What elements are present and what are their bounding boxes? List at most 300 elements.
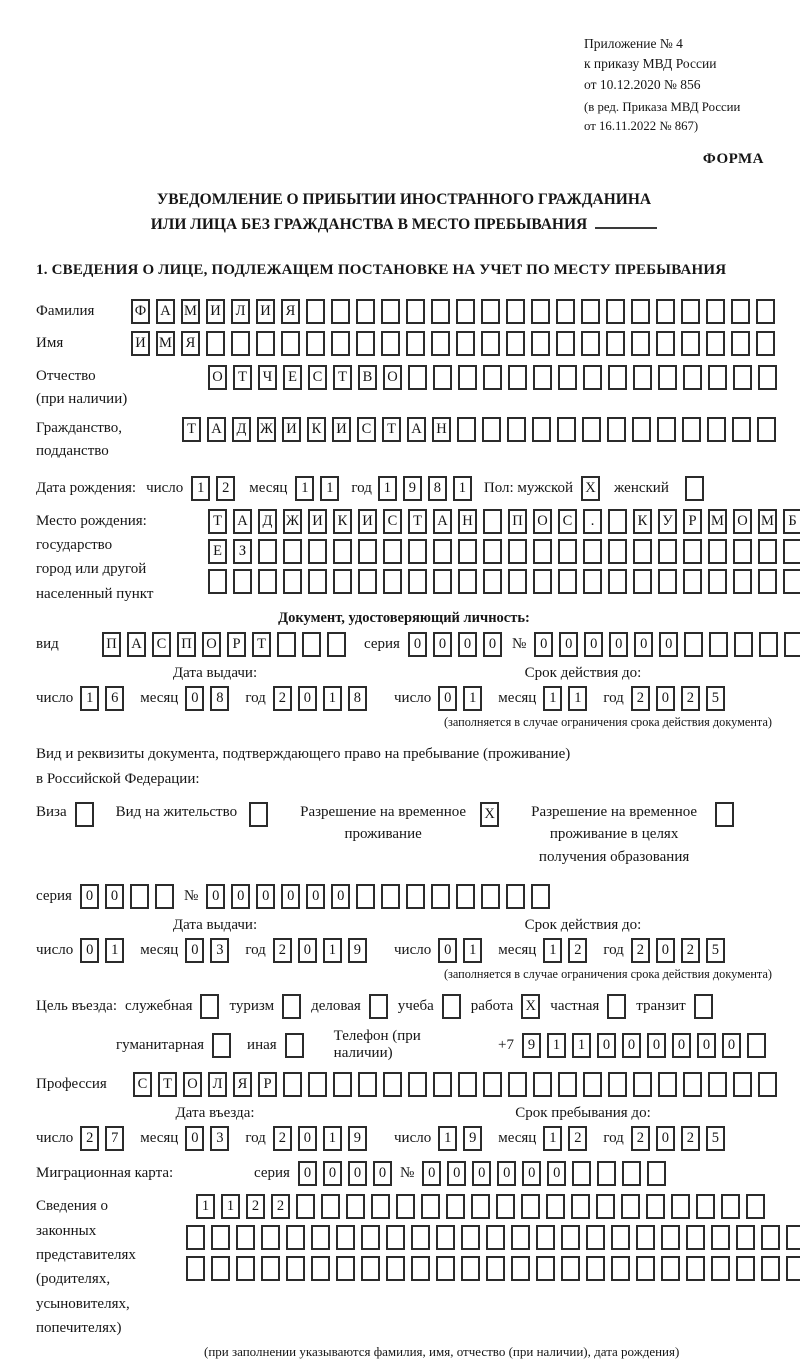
char-cell[interactable] <box>483 569 502 594</box>
char-cell[interactable] <box>483 539 502 564</box>
char-cell[interactable] <box>733 539 752 564</box>
char-cell[interactable] <box>757 417 776 442</box>
char-cell[interactable] <box>556 331 575 356</box>
char-cell[interactable] <box>446 1194 465 1219</box>
char-cell[interactable]: Ж <box>283 509 302 534</box>
char-cell[interactable] <box>683 365 702 390</box>
char-cell[interactable] <box>583 569 602 594</box>
char-cell[interactable] <box>631 299 650 324</box>
char-cell[interactable]: 1 <box>572 1033 591 1058</box>
char-cell[interactable]: Т <box>333 365 352 390</box>
char-cell[interactable]: 0 <box>647 1033 666 1058</box>
char-cell[interactable] <box>508 569 527 594</box>
char-cell[interactable] <box>411 1225 430 1250</box>
char-cell[interactable] <box>582 417 601 442</box>
char-cell[interactable] <box>736 1256 755 1281</box>
char-cell[interactable] <box>356 884 375 909</box>
char-cell[interactable] <box>483 1072 502 1097</box>
char-cell[interactable]: П <box>508 509 527 534</box>
char-cell[interactable] <box>732 417 751 442</box>
char-cell[interactable]: 1 <box>463 686 482 711</box>
char-cell[interactable]: 9 <box>522 1033 541 1058</box>
char-cell[interactable] <box>421 1194 440 1219</box>
char-cell[interactable] <box>406 299 425 324</box>
char-cell[interactable] <box>200 994 219 1019</box>
char-cell[interactable]: 0 <box>408 632 427 657</box>
char-cell[interactable]: М <box>156 331 175 356</box>
char-cell[interactable] <box>633 539 652 564</box>
char-cell[interactable]: 9 <box>463 1126 482 1151</box>
char-cell[interactable]: С <box>357 417 376 442</box>
char-cell[interactable]: 0 <box>672 1033 691 1058</box>
char-cell[interactable] <box>431 331 450 356</box>
char-cell[interactable]: 0 <box>483 632 502 657</box>
char-cell[interactable]: 2 <box>216 476 235 501</box>
char-cell[interactable]: 1 <box>568 686 587 711</box>
char-cell[interactable]: . <box>583 509 602 534</box>
char-cell[interactable]: 8 <box>210 686 229 711</box>
char-cell[interactable] <box>558 1072 577 1097</box>
char-cell[interactable] <box>558 569 577 594</box>
char-cell[interactable]: 0 <box>472 1161 491 1186</box>
char-cell[interactable] <box>511 1225 530 1250</box>
char-cell[interactable] <box>636 1225 655 1250</box>
char-cell[interactable] <box>706 331 725 356</box>
char-cell[interactable] <box>532 417 551 442</box>
char-cell[interactable] <box>436 1256 455 1281</box>
char-cell[interactable] <box>283 539 302 564</box>
char-cell[interactable] <box>483 509 502 534</box>
char-cell[interactable] <box>683 539 702 564</box>
char-cell[interactable]: 0 <box>447 1161 466 1186</box>
char-cell[interactable] <box>481 884 500 909</box>
char-cell[interactable]: 5 <box>706 938 725 963</box>
char-cell[interactable] <box>511 1256 530 1281</box>
char-cell[interactable]: Р <box>258 1072 277 1097</box>
char-cell[interactable] <box>633 1072 652 1097</box>
char-cell[interactable] <box>731 331 750 356</box>
char-cell[interactable]: 2 <box>273 938 292 963</box>
char-cell[interactable] <box>657 417 676 442</box>
char-cell[interactable]: 1 <box>453 476 472 501</box>
char-cell[interactable]: Т <box>252 632 271 657</box>
char-cell[interactable] <box>408 539 427 564</box>
char-cell[interactable] <box>656 331 675 356</box>
char-cell[interactable]: О <box>183 1072 202 1097</box>
char-cell[interactable]: М <box>181 299 200 324</box>
char-cell[interactable] <box>486 1256 505 1281</box>
char-cell[interactable]: 9 <box>403 476 422 501</box>
char-cell[interactable]: 2 <box>568 1126 587 1151</box>
char-cell[interactable]: О <box>733 509 752 534</box>
char-cell[interactable] <box>331 299 350 324</box>
char-cell[interactable]: О <box>383 365 402 390</box>
char-cell[interactable] <box>482 417 501 442</box>
char-cell[interactable]: Т <box>208 509 227 534</box>
char-cell[interactable]: И <box>358 509 377 534</box>
char-cell[interactable]: Ж <box>257 417 276 442</box>
char-cell[interactable]: Я <box>281 299 300 324</box>
char-cell[interactable]: З <box>233 539 252 564</box>
char-cell[interactable] <box>461 1225 480 1250</box>
char-cell[interactable] <box>611 1256 630 1281</box>
char-cell[interactable] <box>756 299 775 324</box>
char-cell[interactable]: 1 <box>438 1126 457 1151</box>
char-cell[interactable]: О <box>533 509 552 534</box>
char-cell[interactable]: В <box>358 365 377 390</box>
char-cell[interactable] <box>786 1256 800 1281</box>
char-cell[interactable]: 1 <box>196 1194 215 1219</box>
char-cell[interactable]: У <box>658 509 677 534</box>
char-cell[interactable]: 2 <box>631 1126 650 1151</box>
char-cell[interactable] <box>408 1072 427 1097</box>
char-cell[interactable]: 0 <box>306 884 325 909</box>
char-cell[interactable]: М <box>708 509 727 534</box>
char-cell[interactable]: 1 <box>105 938 124 963</box>
char-cell[interactable] <box>561 1225 580 1250</box>
char-cell[interactable] <box>758 1072 777 1097</box>
char-cell[interactable]: 0 <box>584 632 603 657</box>
char-cell[interactable]: О <box>202 632 221 657</box>
char-cell[interactable] <box>283 1072 302 1097</box>
char-cell[interactable]: 6 <box>105 686 124 711</box>
char-cell[interactable] <box>311 1256 330 1281</box>
char-cell[interactable] <box>431 299 450 324</box>
char-cell[interactable]: 1 <box>547 1033 566 1058</box>
char-cell[interactable] <box>711 1256 730 1281</box>
char-cell[interactable]: И <box>131 331 150 356</box>
char-cell[interactable] <box>556 299 575 324</box>
char-cell[interactable] <box>572 1161 591 1186</box>
char-cell[interactable] <box>531 299 550 324</box>
char-cell[interactable] <box>296 1194 315 1219</box>
char-cell[interactable] <box>206 331 225 356</box>
char-cell[interactable]: 1 <box>80 686 99 711</box>
char-cell[interactable] <box>456 884 475 909</box>
char-cell[interactable]: 1 <box>543 686 562 711</box>
char-cell[interactable] <box>236 1225 255 1250</box>
char-cell[interactable] <box>481 299 500 324</box>
char-cell[interactable] <box>386 1225 405 1250</box>
char-cell[interactable] <box>607 994 626 1019</box>
char-cell[interactable] <box>277 632 296 657</box>
char-cell[interactable]: Б <box>783 509 800 534</box>
char-cell[interactable] <box>633 365 652 390</box>
char-cell[interactable] <box>658 1072 677 1097</box>
char-cell[interactable] <box>708 569 727 594</box>
char-cell[interactable]: 0 <box>256 884 275 909</box>
char-cell[interactable] <box>433 539 452 564</box>
char-cell[interactable] <box>436 1225 455 1250</box>
char-cell[interactable]: А <box>127 632 146 657</box>
char-cell[interactable] <box>211 1225 230 1250</box>
char-cell[interactable]: 1 <box>463 938 482 963</box>
char-cell[interactable] <box>406 331 425 356</box>
char-cell[interactable] <box>433 365 452 390</box>
char-cell[interactable] <box>486 1225 505 1250</box>
char-cell[interactable] <box>708 539 727 564</box>
char-cell[interactable] <box>461 1256 480 1281</box>
char-cell[interactable]: 0 <box>547 1161 566 1186</box>
char-cell[interactable] <box>321 1194 340 1219</box>
char-cell[interactable]: 2 <box>271 1194 290 1219</box>
char-cell[interactable] <box>211 1256 230 1281</box>
char-cell[interactable] <box>583 1072 602 1097</box>
char-cell[interactable]: 0 <box>80 938 99 963</box>
char-cell[interactable] <box>508 1072 527 1097</box>
char-cell[interactable]: 0 <box>80 884 99 909</box>
char-cell[interactable]: Т <box>382 417 401 442</box>
char-cell[interactable] <box>596 1194 615 1219</box>
char-cell[interactable] <box>471 1194 490 1219</box>
char-cell[interactable]: 2 <box>631 686 650 711</box>
char-cell[interactable]: Е <box>283 365 302 390</box>
char-cell[interactable]: 9 <box>348 938 367 963</box>
char-cell[interactable] <box>327 632 346 657</box>
char-cell[interactable] <box>581 331 600 356</box>
char-cell[interactable] <box>658 539 677 564</box>
char-cell[interactable] <box>583 539 602 564</box>
char-cell[interactable] <box>383 539 402 564</box>
char-cell[interactable]: Н <box>432 417 451 442</box>
char-cell[interactable] <box>433 569 452 594</box>
char-cell[interactable]: 0 <box>185 686 204 711</box>
char-cell[interactable] <box>481 331 500 356</box>
char-cell[interactable]: X <box>521 994 540 1019</box>
char-cell[interactable] <box>646 1194 665 1219</box>
char-cell[interactable] <box>361 1225 380 1250</box>
char-cell[interactable]: 1 <box>543 938 562 963</box>
char-cell[interactable] <box>186 1256 205 1281</box>
char-cell[interactable]: Д <box>258 509 277 534</box>
char-cell[interactable] <box>583 365 602 390</box>
char-cell[interactable] <box>286 1225 305 1250</box>
char-cell[interactable] <box>236 1256 255 1281</box>
char-cell[interactable]: 1 <box>323 1126 342 1151</box>
char-cell[interactable] <box>747 1033 766 1058</box>
char-cell[interactable]: И <box>282 417 301 442</box>
char-cell[interactable]: 0 <box>231 884 250 909</box>
char-cell[interactable] <box>130 884 149 909</box>
char-cell[interactable] <box>607 417 626 442</box>
char-cell[interactable] <box>759 632 778 657</box>
char-cell[interactable]: 1 <box>221 1194 240 1219</box>
char-cell[interactable] <box>381 299 400 324</box>
char-cell[interactable] <box>336 1256 355 1281</box>
char-cell[interactable] <box>336 1225 355 1250</box>
char-cell[interactable] <box>381 884 400 909</box>
char-cell[interactable]: 0 <box>458 632 477 657</box>
char-cell[interactable]: 0 <box>659 632 678 657</box>
char-cell[interactable] <box>208 569 227 594</box>
char-cell[interactable]: Т <box>408 509 427 534</box>
char-cell[interactable] <box>758 569 777 594</box>
char-cell[interactable] <box>606 299 625 324</box>
char-cell[interactable]: К <box>333 509 352 534</box>
char-cell[interactable] <box>358 1072 377 1097</box>
char-cell[interactable] <box>308 569 327 594</box>
char-cell[interactable]: 0 <box>206 884 225 909</box>
char-cell[interactable] <box>656 299 675 324</box>
char-cell[interactable]: 0 <box>697 1033 716 1058</box>
char-cell[interactable]: К <box>633 509 652 534</box>
char-cell[interactable] <box>533 1072 552 1097</box>
char-cell[interactable]: С <box>308 365 327 390</box>
char-cell[interactable]: 2 <box>273 1126 292 1151</box>
char-cell[interactable] <box>458 539 477 564</box>
char-cell[interactable] <box>681 331 700 356</box>
char-cell[interactable] <box>658 569 677 594</box>
char-cell[interactable] <box>758 539 777 564</box>
char-cell[interactable]: 0 <box>331 884 350 909</box>
char-cell[interactable] <box>331 331 350 356</box>
char-cell[interactable] <box>506 331 525 356</box>
char-cell[interactable]: Ф <box>131 299 150 324</box>
char-cell[interactable]: Я <box>181 331 200 356</box>
char-cell[interactable]: 0 <box>105 884 124 909</box>
char-cell[interactable]: 1 <box>320 476 339 501</box>
char-cell[interactable]: 9 <box>348 1126 367 1151</box>
char-cell[interactable]: И <box>332 417 351 442</box>
char-cell[interactable]: 0 <box>185 938 204 963</box>
char-cell[interactable]: А <box>407 417 426 442</box>
char-cell[interactable] <box>784 632 800 657</box>
char-cell[interactable]: А <box>207 417 226 442</box>
char-cell[interactable]: 0 <box>298 686 317 711</box>
char-cell[interactable] <box>249 802 268 827</box>
char-cell[interactable]: И <box>308 509 327 534</box>
char-cell[interactable] <box>733 1072 752 1097</box>
char-cell[interactable] <box>456 299 475 324</box>
char-cell[interactable]: 0 <box>438 938 457 963</box>
char-cell[interactable] <box>306 331 325 356</box>
char-cell[interactable] <box>684 632 703 657</box>
char-cell[interactable] <box>608 509 627 534</box>
char-cell[interactable] <box>647 1161 666 1186</box>
char-cell[interactable] <box>608 539 627 564</box>
char-cell[interactable] <box>285 1033 304 1058</box>
char-cell[interactable] <box>758 365 777 390</box>
char-cell[interactable] <box>707 417 726 442</box>
char-cell[interactable] <box>508 365 527 390</box>
char-cell[interactable] <box>456 331 475 356</box>
char-cell[interactable]: 0 <box>497 1161 516 1186</box>
char-cell[interactable] <box>75 802 94 827</box>
char-cell[interactable] <box>558 539 577 564</box>
char-cell[interactable]: 3 <box>210 938 229 963</box>
char-cell[interactable]: И <box>256 299 275 324</box>
char-cell[interactable] <box>531 884 550 909</box>
char-cell[interactable]: 5 <box>706 686 725 711</box>
char-cell[interactable] <box>783 539 800 564</box>
char-cell[interactable]: 2 <box>681 938 700 963</box>
char-cell[interactable]: X <box>581 476 600 501</box>
char-cell[interactable] <box>286 1256 305 1281</box>
char-cell[interactable] <box>433 1072 452 1097</box>
char-cell[interactable] <box>533 569 552 594</box>
char-cell[interactable]: А <box>433 509 452 534</box>
char-cell[interactable] <box>681 299 700 324</box>
char-cell[interactable] <box>521 1194 540 1219</box>
char-cell[interactable]: 1 <box>543 1126 562 1151</box>
char-cell[interactable] <box>308 1072 327 1097</box>
char-cell[interactable]: А <box>156 299 175 324</box>
char-cell[interactable]: 1 <box>295 476 314 501</box>
char-cell[interactable] <box>186 1225 205 1250</box>
char-cell[interactable]: 0 <box>298 938 317 963</box>
char-cell[interactable] <box>346 1194 365 1219</box>
char-cell[interactable]: 0 <box>298 1161 317 1186</box>
char-cell[interactable] <box>608 1072 627 1097</box>
char-cell[interactable]: Д <box>232 417 251 442</box>
char-cell[interactable] <box>709 632 728 657</box>
char-cell[interactable] <box>306 299 325 324</box>
char-cell[interactable] <box>308 539 327 564</box>
char-cell[interactable]: Н <box>458 509 477 534</box>
char-cell[interactable]: К <box>307 417 326 442</box>
char-cell[interactable] <box>606 331 625 356</box>
char-cell[interactable] <box>442 994 461 1019</box>
char-cell[interactable]: Р <box>227 632 246 657</box>
char-cell[interactable] <box>686 1225 705 1250</box>
char-cell[interactable] <box>608 365 627 390</box>
char-cell[interactable]: 0 <box>433 632 452 657</box>
char-cell[interactable] <box>261 1256 280 1281</box>
char-cell[interactable]: 0 <box>373 1161 392 1186</box>
char-cell[interactable]: 0 <box>522 1161 541 1186</box>
char-cell[interactable] <box>761 1225 780 1250</box>
char-cell[interactable] <box>369 994 388 1019</box>
char-cell[interactable]: М <box>758 509 777 534</box>
char-cell[interactable] <box>708 1072 727 1097</box>
char-cell[interactable] <box>536 1256 555 1281</box>
char-cell[interactable] <box>282 994 301 1019</box>
char-cell[interactable] <box>581 299 600 324</box>
char-cell[interactable]: 0 <box>298 1126 317 1151</box>
char-cell[interactable]: 0 <box>534 632 553 657</box>
char-cell[interactable]: Е <box>208 539 227 564</box>
char-cell[interactable]: 0 <box>597 1033 616 1058</box>
char-cell[interactable]: П <box>177 632 196 657</box>
char-cell[interactable] <box>233 569 252 594</box>
char-cell[interactable] <box>258 539 277 564</box>
char-cell[interactable]: Т <box>158 1072 177 1097</box>
char-cell[interactable] <box>533 365 552 390</box>
char-cell[interactable] <box>632 417 651 442</box>
char-cell[interactable] <box>458 1072 477 1097</box>
char-cell[interactable] <box>302 632 321 657</box>
char-cell[interactable] <box>561 1256 580 1281</box>
char-cell[interactable] <box>256 331 275 356</box>
char-cell[interactable] <box>682 417 701 442</box>
char-cell[interactable]: 3 <box>210 1126 229 1151</box>
char-cell[interactable]: Р <box>683 509 702 534</box>
char-cell[interactable] <box>557 417 576 442</box>
char-cell[interactable]: 0 <box>438 686 457 711</box>
char-cell[interactable]: 2 <box>246 1194 265 1219</box>
char-cell[interactable] <box>733 365 752 390</box>
char-cell[interactable] <box>734 632 753 657</box>
char-cell[interactable]: 8 <box>428 476 447 501</box>
char-cell[interactable] <box>586 1256 605 1281</box>
char-cell[interactable] <box>733 569 752 594</box>
char-cell[interactable]: 0 <box>559 632 578 657</box>
char-cell[interactable]: 2 <box>273 686 292 711</box>
char-cell[interactable]: Т <box>182 417 201 442</box>
char-cell[interactable]: 0 <box>634 632 653 657</box>
char-cell[interactable] <box>558 365 577 390</box>
char-cell[interactable] <box>631 331 650 356</box>
